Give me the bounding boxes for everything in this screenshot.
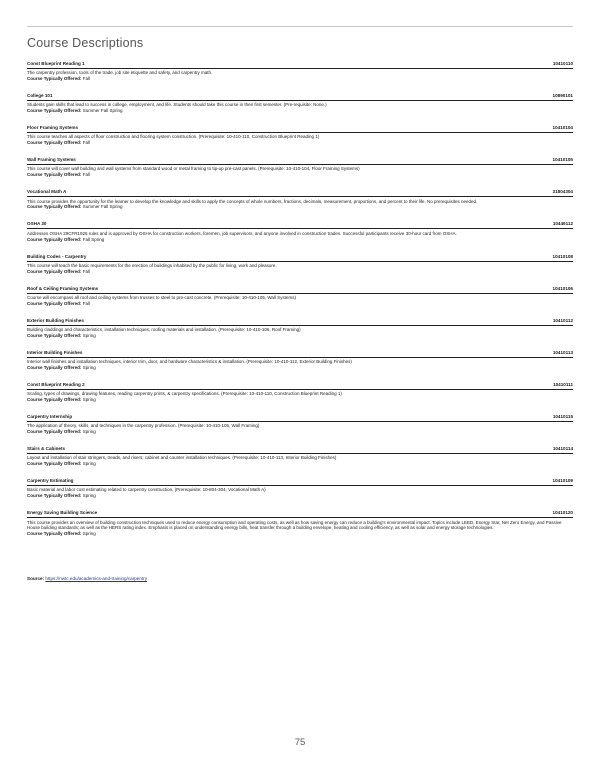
course-description: The application of theory, skills, and techniques in the carpentry profession. (Prerequisite: 10-410-105, Wall Framing) (27, 423, 260, 429)
offered-label: Course Typically Offered: (27, 332, 82, 338)
offered-terms: Spring (82, 531, 96, 537)
course-code: 10410104 (552, 125, 573, 131)
course-offered (27, 76, 573, 82)
course-description: Layout and installation of stair stringers, treads, and risers; cabinet and counter installation techniques. (Prerequisite: 10-410-113, Interior Building Finishes) (27, 455, 337, 461)
source-label: Source: (27, 576, 45, 581)
offered-terms: Fall (82, 172, 90, 178)
course-title: College 101 (27, 93, 53, 99)
course-offered (27, 429, 573, 435)
offered-label: Course Typically Offered: (27, 300, 82, 306)
course-offered (27, 531, 573, 537)
course-header (27, 220, 573, 229)
course-header (27, 188, 573, 197)
course-code: 10449112 (552, 221, 573, 227)
offered-label: Course Typically Offered: (27, 493, 82, 499)
offered-label: Course Typically Offered: (27, 140, 82, 146)
course-description: Course will encompass all roof and ceiling systems from trusses to steel to pre-cast concrete. (Prerequisite: 10-410-105, Wall Systems) (27, 294, 296, 300)
offered-terms: Spring (82, 429, 96, 435)
offered-terms: Summer Fall Spring (82, 204, 123, 210)
top-rule (27, 26, 573, 27)
course-entry (27, 92, 573, 114)
course-offered (27, 237, 573, 243)
course-header (27, 445, 573, 454)
course-entry (27, 188, 573, 210)
course-code: 10890101 (552, 93, 573, 99)
offered-label: Course Typically Offered: (27, 204, 82, 210)
course-description: Students gain skills that lead to success in college, employment, and life. Students should take this course in their first semester. (Pre-requisite: None.) (27, 102, 327, 108)
offered-terms: Spring (82, 364, 96, 370)
offered-label: Course Typically Offered: (27, 108, 82, 114)
offered-label: Course Typically Offered: (27, 172, 82, 178)
course-description: The carpentry profession, tools of the trade, job site etiquette and safety, and carpentry math. (27, 70, 213, 76)
offered-label: Course Typically Offered: (27, 461, 82, 467)
course-description: This course provides an overview of building construction techniques used to reduce energy consumption and operating costs, as well as how saving energy can reduce a building's environmental impact. Topics include LEED, Energy Star, Net Zero Energy, and Passive House building standards; as well as the HERS rating index. Emphasis is placed on understanding energy bills, heat transfer through a building envelope, heating and cooling efficiency, as well as solar and energy storage technologies. (27, 519, 562, 531)
course-description: This course provides the opportunity for the learner to develop the knowledge and skills to apply the concepts of whole numbers, fractions, decimals, measurement, proportions, and percent to their life. No prerequisites needed. (27, 198, 478, 204)
offered-terms: Spring (82, 332, 96, 338)
course-code: 10410109 (552, 478, 573, 484)
course-entry (27, 285, 573, 307)
offered-label: Course Typically Offered: (27, 429, 82, 435)
course-code: 10410105 (552, 157, 573, 163)
course-header (27, 60, 573, 69)
page-number: 75 (294, 737, 306, 748)
course-entry (27, 220, 573, 242)
course-code: 10410114 (552, 446, 573, 452)
course-title: Vocational Math A (27, 189, 67, 195)
offered-label: Course Typically Offered: (27, 236, 82, 242)
course-entry (27, 60, 573, 82)
offered-terms: Fall (82, 268, 90, 274)
course-header (27, 285, 573, 294)
offered-terms: Fall Spring (82, 236, 105, 242)
course-title: Roof & Ceiling Framing Systems (27, 285, 99, 291)
course-title: Stairs & Cabinets (27, 446, 66, 452)
course-entry (27, 381, 573, 403)
course-header (27, 413, 573, 422)
course-header (27, 92, 573, 101)
course-code: 31804304 (552, 189, 573, 195)
course-description: This course will teach the basic requirements for the erection of buildings inhabited by the public for living, work and pleasure. (27, 262, 277, 268)
course-description: This course teaches all aspects of floor construction and flooring system construction. (Prerequisite: 10-410-110, Construction Blueprint Reading 1) (27, 134, 320, 140)
course-title: Carpentry Estimating (27, 478, 74, 484)
course-entry (27, 477, 573, 499)
course-code: 10410112 (552, 317, 573, 323)
course-entry (27, 253, 573, 275)
course-entry (27, 509, 573, 537)
offered-label: Course Typically Offered: (27, 397, 82, 403)
course-code: 10410108 (552, 253, 573, 259)
course-offered (27, 108, 573, 114)
course-entry (27, 124, 573, 146)
course-description: Addresses OSHA 29CFR1926 rules and is approved by OSHA for construction workers, foremen, job supervisors, and anyone involved in construction trades. Successful participants receive 30-hour card from OSHA. (27, 230, 457, 236)
offered-label: Course Typically Offered: (27, 268, 82, 274)
course-header (27, 509, 573, 518)
course-offered (27, 493, 573, 499)
page-title: Course Descriptions (27, 36, 144, 50)
course-title: Building Codes - Carpentry (27, 253, 87, 259)
course-description: Interior wall finishes and installation techniques, interior trim, door, and hardware characteristics & installation. (Prerequisite: 10-410-112, Exterior Building Finishes) (27, 359, 352, 365)
course-entry (27, 445, 573, 467)
course-code: 10410113 (552, 349, 573, 355)
course-header (27, 156, 573, 165)
offered-terms: Spring (82, 461, 96, 467)
course-title: Wall Framing Systems (27, 157, 76, 163)
offered-terms: Fall (82, 76, 90, 82)
course-header (27, 124, 573, 133)
course-entry (27, 317, 573, 339)
course-header (27, 349, 573, 358)
course-entry (27, 413, 573, 435)
course-description: This course will cover wall building and wall systems from standard wood or metal framing to tip-up pre-cast panels. (Prerequisite: 10-410-104, Floor Framing Systems) (27, 166, 360, 172)
course-code: 10410110 (552, 61, 573, 66)
offered-terms: Spring (82, 397, 96, 403)
offered-terms: Summer Fall Spring (82, 108, 123, 114)
course-title: Exterior Building Finishes (27, 317, 84, 323)
course-offered (27, 397, 573, 403)
course-title: Floor Framing Systems (27, 125, 79, 131)
offered-terms: Fall (82, 300, 90, 306)
offered-label: Course Typically Offered: (27, 76, 82, 82)
course-offered (27, 365, 573, 371)
offered-label: Course Typically Offered: (27, 364, 82, 370)
course-offered (27, 269, 573, 275)
course-title: Const Blueprint Reading 1 (27, 61, 85, 66)
course-title: Const Blueprint Reading 2 (27, 381, 85, 387)
course-title: Interior Building Finishes (27, 349, 83, 355)
offered-label: Course Typically Offered: (27, 531, 82, 537)
course-offered (27, 301, 573, 307)
source-link[interactable]: https://nwtc.edu/academics-and-training/carpentry (45, 576, 148, 581)
course-description: Building claddings and characteristics, installation techniques, roofing materials and installation. (Prerequisite: 10-410-106, Roof Framing) (27, 326, 301, 332)
course-code: 10410106 (552, 285, 573, 291)
course-offered (27, 140, 573, 146)
course-header (27, 477, 573, 486)
course-entry (27, 349, 573, 371)
offered-terms: Spring (82, 493, 96, 499)
course-code: 10410115 (552, 414, 573, 420)
course-description: Scaling, types of drawings, drawing features, reading carpentry prints, & carpentry specifications. (Prerequisite: 10-410-110, Construction Blueprint Reading 1) (27, 391, 342, 397)
course-offered (27, 172, 573, 178)
offered-terms: Fall (82, 140, 90, 146)
course-title: OSHA 30 (27, 221, 47, 227)
course-header (27, 253, 573, 262)
course-list (27, 60, 573, 537)
course-offered (27, 333, 573, 339)
course-offered (27, 204, 573, 210)
course-code: 10410111 (553, 381, 573, 387)
course-title: Energy Saving Building Science (27, 510, 98, 516)
course-title: Carpentry Internship (27, 414, 73, 420)
course-code: 10410120 (552, 510, 573, 516)
course-header (27, 317, 573, 326)
course-offered (27, 461, 573, 467)
source-line (27, 576, 147, 581)
course-header (27, 381, 573, 390)
course-entry (27, 156, 573, 178)
course-description: Basic material and labor cost estimating related to carpentry construction. (Prerequisite: 10-804-304, Vocational Math A) (27, 487, 266, 493)
